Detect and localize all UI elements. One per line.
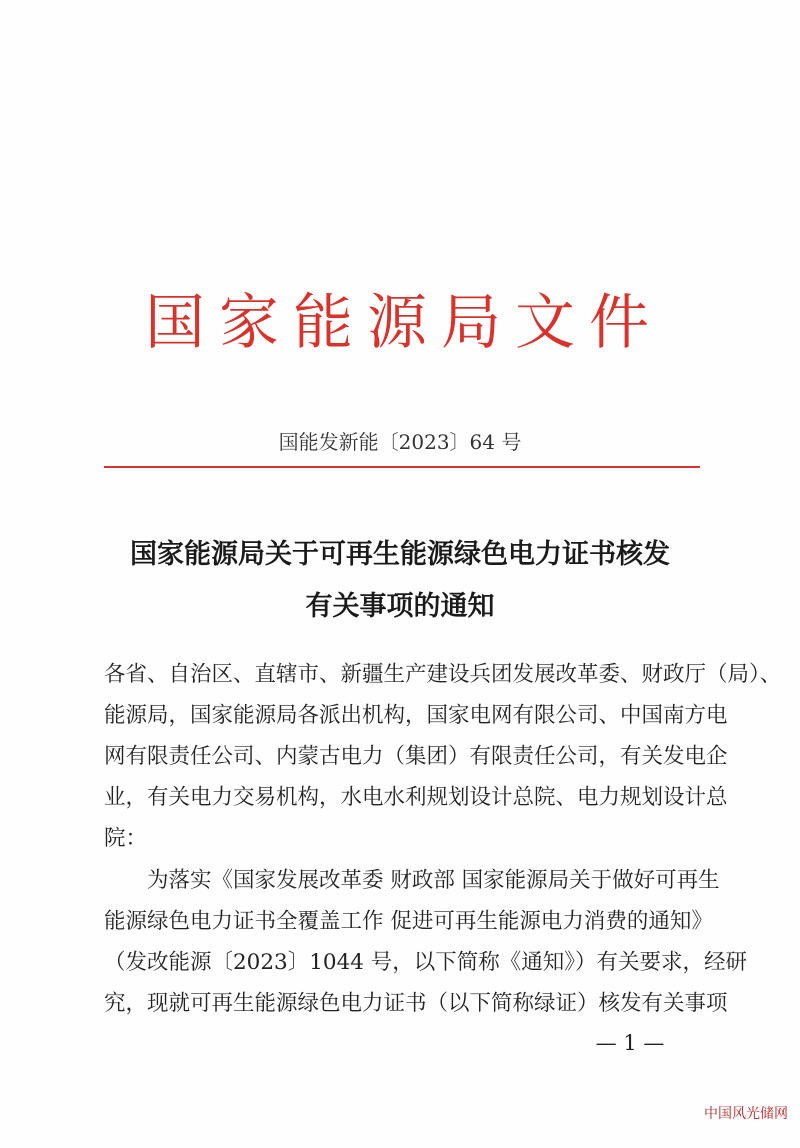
- addressee-line: 院：: [104, 826, 148, 851]
- body-line: 能源绿色电力证书全覆盖工作 促进可再生能源电力消费的通知》: [104, 909, 713, 934]
- document-title-line-1: 国家能源局关于可再生能源绿色电力证书核发: [130, 539, 670, 570]
- body-line: 究，现就可再生能源绿色电力证书（以下简称绿证）核发有关事项: [104, 991, 728, 1016]
- red-separator-line: [104, 466, 700, 468]
- addressee-line: 各省、自治区、直辖市、新疆生产建设兵团发展改革委、财政厅（局）、: [104, 662, 782, 687]
- body-paragraph: [104, 860, 748, 1024]
- document-title-line-2: 有关事项的通知: [305, 591, 495, 622]
- addressee-line: 业，有关电力交易机构，水电水利规划设计总院、电力规划设计总: [104, 785, 728, 810]
- body-line: （发改能源〔2023〕1044 号，以下简称《通知》）有关要求，经研: [104, 950, 748, 975]
- addressee-line: 网有限责任公司、内蒙古电力（集团）有限责任公司，有关发电企: [104, 744, 728, 769]
- document-number: 国能发新能〔2023〕64 号: [278, 430, 522, 454]
- addressee-block: [104, 654, 782, 859]
- body-line: 为落实《国家发展改革委 财政部 国家能源局关于做好可再生: [147, 868, 720, 893]
- document-masthead: 国家能源局文件: [145, 288, 663, 358]
- site-watermark: 中国风光储网: [704, 1106, 788, 1122]
- addressee-line: 能源局，国家能源局各派出机构，国家电网有限公司、中国南方电: [104, 703, 728, 728]
- page-number: — 1 —: [595, 1031, 665, 1055]
